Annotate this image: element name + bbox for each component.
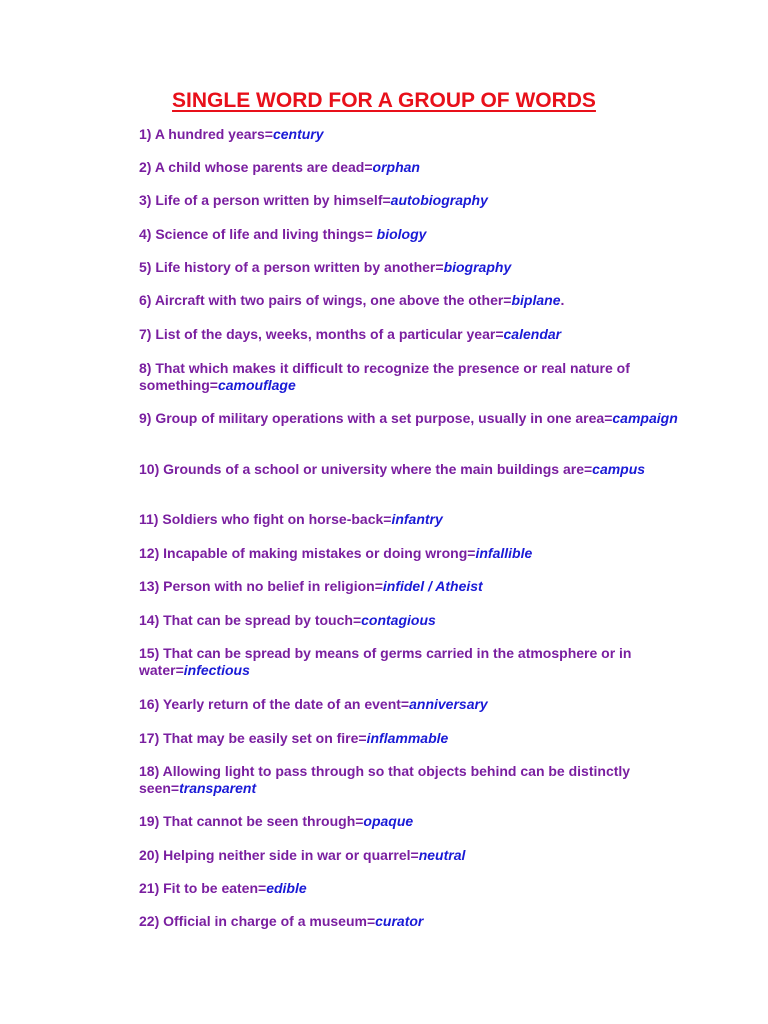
entry-answer: contagious <box>361 612 436 628</box>
entry-answer: campus <box>592 461 646 477</box>
entry-answer: biology <box>376 226 427 242</box>
entry-answer: opaque <box>363 813 414 829</box>
list-item <box>139 159 679 176</box>
entry-question: 8) That which makes it difficult to recognize the presence or real nature of something= <box>139 360 630 393</box>
list-item <box>139 292 679 309</box>
entry-tail: . <box>560 292 565 308</box>
entry-question: 11) Soldiers who fight on horse-back= <box>139 511 392 527</box>
entry-question: 20) Helping neither side in war or quarrel= <box>139 847 419 863</box>
entry-question: 9) Group of military operations with a set purpose, usually in one area= <box>139 410 613 426</box>
list-item <box>139 461 679 478</box>
list-item <box>139 847 679 864</box>
entry-question: 14) That can be spread by touch= <box>139 612 362 628</box>
entry-question: 18) Allowing light to pass through so that objects behind can be distinctly seen= <box>139 763 631 796</box>
list-item <box>139 880 679 897</box>
entry-question: 10) Grounds of a school or university where the main buildings are= <box>139 461 593 477</box>
entry-question: 21) Fit to be eaten= <box>139 880 267 896</box>
list-item <box>139 545 679 562</box>
entry-question: 17) That may be easily set on fire= <box>139 730 367 746</box>
list-item <box>139 360 679 394</box>
entry-answer: curator <box>375 913 424 929</box>
entry-answer: campaign <box>612 410 678 426</box>
list-item <box>139 763 679 797</box>
entry-answer: autobiography <box>390 192 488 208</box>
entry-question: 7) List of the days, weeks, months of a particular year= <box>139 326 504 342</box>
entry-question: 1) A hundred years= <box>139 126 273 142</box>
entry-question: 16) Yearly return of the date of an event= <box>139 696 410 712</box>
entry-answer: biography <box>443 259 512 275</box>
entry-question: 5) Life history of a person written by another= <box>139 259 444 275</box>
list-item <box>139 126 679 143</box>
page-title: SINGLE WORD FOR A GROUP OF WORDS <box>172 89 596 112</box>
entry-answer: infallible <box>475 545 533 561</box>
list-item <box>139 326 679 343</box>
list-item <box>139 645 679 679</box>
list-item <box>139 612 679 629</box>
entry-answer: century <box>272 126 324 142</box>
entry-answer: inflammable <box>366 730 449 746</box>
list-item <box>139 578 679 595</box>
entry-answer: infantry <box>391 511 443 527</box>
entry-answer: orphan <box>372 159 420 175</box>
entry-answer: biplane <box>511 292 561 308</box>
entry-answer: infidel / Atheist <box>382 578 483 594</box>
list-item <box>139 192 679 209</box>
entry-answer: neutral <box>418 847 466 863</box>
entry-question: 15) That can be spread by means of germs carried in the atmosphere or in water= <box>139 645 632 678</box>
entry-answer: infectious <box>183 662 250 678</box>
list-item <box>139 696 679 713</box>
list-item <box>139 511 679 528</box>
entry-answer: camouflage <box>217 377 296 393</box>
entry-question: 4) Science of life and living things= <box>139 226 377 242</box>
entry-answer: edible <box>266 880 307 896</box>
entry-answer: calendar <box>503 326 562 342</box>
entry-answer: anniversary <box>409 696 488 712</box>
list-item <box>139 226 679 243</box>
entry-question: 2) A child whose parents are dead= <box>139 159 373 175</box>
entry-question: 6) Aircraft with two pairs of wings, one above the other= <box>139 292 512 308</box>
list-item <box>139 259 679 276</box>
entry-question: 13) Person with no belief in religion= <box>139 578 383 594</box>
list-item <box>139 410 679 427</box>
entry-answer: transparent <box>179 780 257 796</box>
list-item <box>139 913 679 930</box>
list-item <box>139 813 679 830</box>
entry-question: 19) That cannot be seen through= <box>139 813 364 829</box>
entry-question: 3) Life of a person written by himself= <box>139 192 391 208</box>
list-item <box>139 730 679 747</box>
entry-question: 12) Incapable of making mistakes or doing wrong= <box>139 545 476 561</box>
entry-question: 22) Official in charge of a museum= <box>139 913 376 929</box>
